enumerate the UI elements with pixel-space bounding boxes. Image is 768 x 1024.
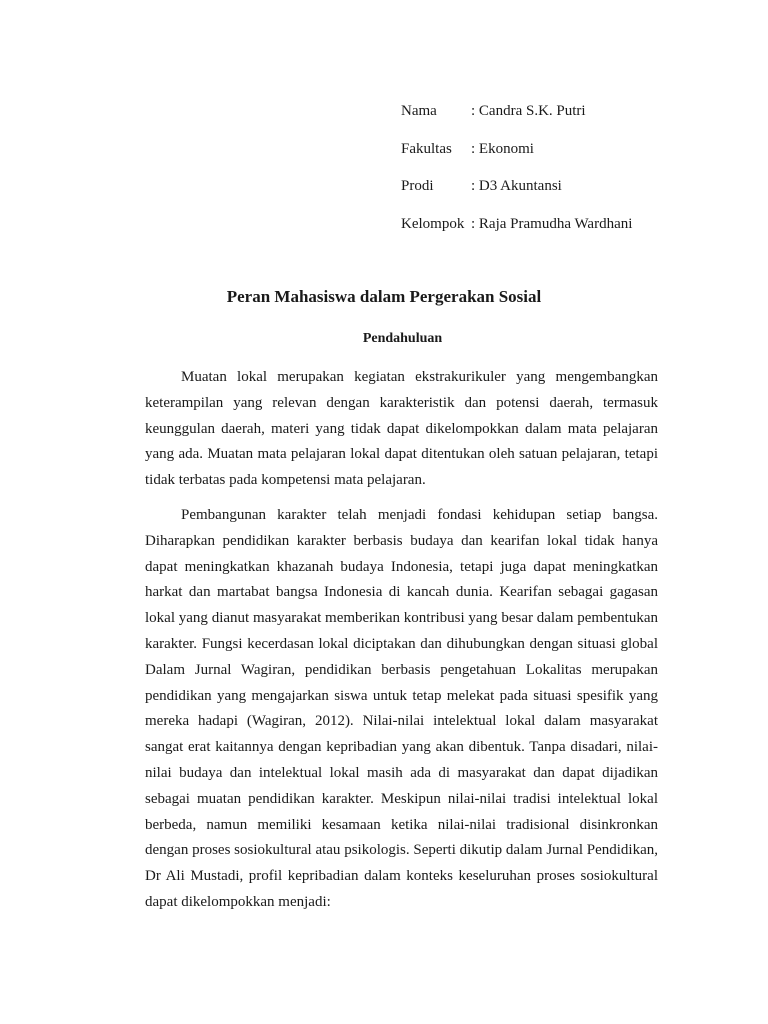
body-paragraph-2 [145, 503, 658, 916]
faculty-value: : Ekonomi [471, 140, 534, 157]
program-value: : D3 Akuntansi [471, 178, 562, 194]
identity-row-name [401, 100, 632, 138]
group-label: Kelompok [401, 215, 465, 232]
group-value: : Raja Pramudha Wardhani [471, 215, 633, 232]
program-label: Prodi [401, 178, 434, 194]
identity-row-program [401, 175, 632, 213]
section-heading: Pendahuluan [362, 331, 443, 346]
identity-row-group [401, 213, 632, 251]
name-value: : Candra S.K. Putri [471, 103, 586, 119]
faculty-label: Fakultas [401, 140, 452, 157]
student-identity-block [401, 100, 632, 250]
paragraph-1-text: Muatan lokal merupakan kegiatan ekstrakurikuler yang mengembangkan keterampilan yang relevan dengan karakteristik dan potensi daerah, termasuk keunggulan daerah, materi yang tidak dapat dikelompokkan dalam mata pelajaran yang ada. Muatan mata pelajaran lokal dapat ditentukan oleh satuan pelajaran, tetapi tidak terbatas pada kompetensi mata pelajaran. [145, 369, 658, 489]
name-label: Nama [401, 103, 437, 119]
document-title: Peran Mahasiswa dalam Pergerakan Sosial [226, 287, 542, 306]
identity-row-faculty [401, 138, 632, 176]
paragraph-2-text: Pembangunan karakter telah menjadi fondasi kehidupan setiap bangsa. Diharapkan pendidikan karakter berbasis budaya dan kearifan lokal tidak hanya dapat meningkatkan khazanah budaya Indonesia, tetapi juga dapat meningkatkan harkat dan martabat bangsa Indonesia di kancah dunia. Kearifan sebagai gagasan lokal yang dianut masyarakat memberikan kontribusi yang besar dalam pembentukan karakter. Fungsi kecerdasan lokal diciptakan dan dihubungkan dengan situasi global Dalam Jurnal Wagiran, pendidikan berbasis pengetahuan Lokalitas merupakan pendidikan yang mengajarkan siswa untuk tetap melekat pada situasi spesifik yang mereka hadapi (Wagiran, 2012). Nilai-nilai intelektual lokal dalam masyarakat sangat erat kaitannya dengan kepribadian yang akan dibentuk. Tanpa disadari, nilai-nilai budaya dan intelektual lokal masih ada di masyarakat dan dapat dijadikan sebagai muatan pendidikan karakter. Meskipun nilai-nilai tradisi intelektual lokal berbeda, namun memiliki kesamaan ketika nilai-nilai tradisional disinkronkan dengan proses sosiokultural atau psikologis. Seperti dikutip dalam Jurnal Pendidikan, Dr Ali Mustadi, profil kepribadian dalam konteks keseluruhan proses sosiokultural dapat dikelompokkan menjadi: [145, 507, 658, 910]
body-paragraph-1 [145, 365, 658, 494]
